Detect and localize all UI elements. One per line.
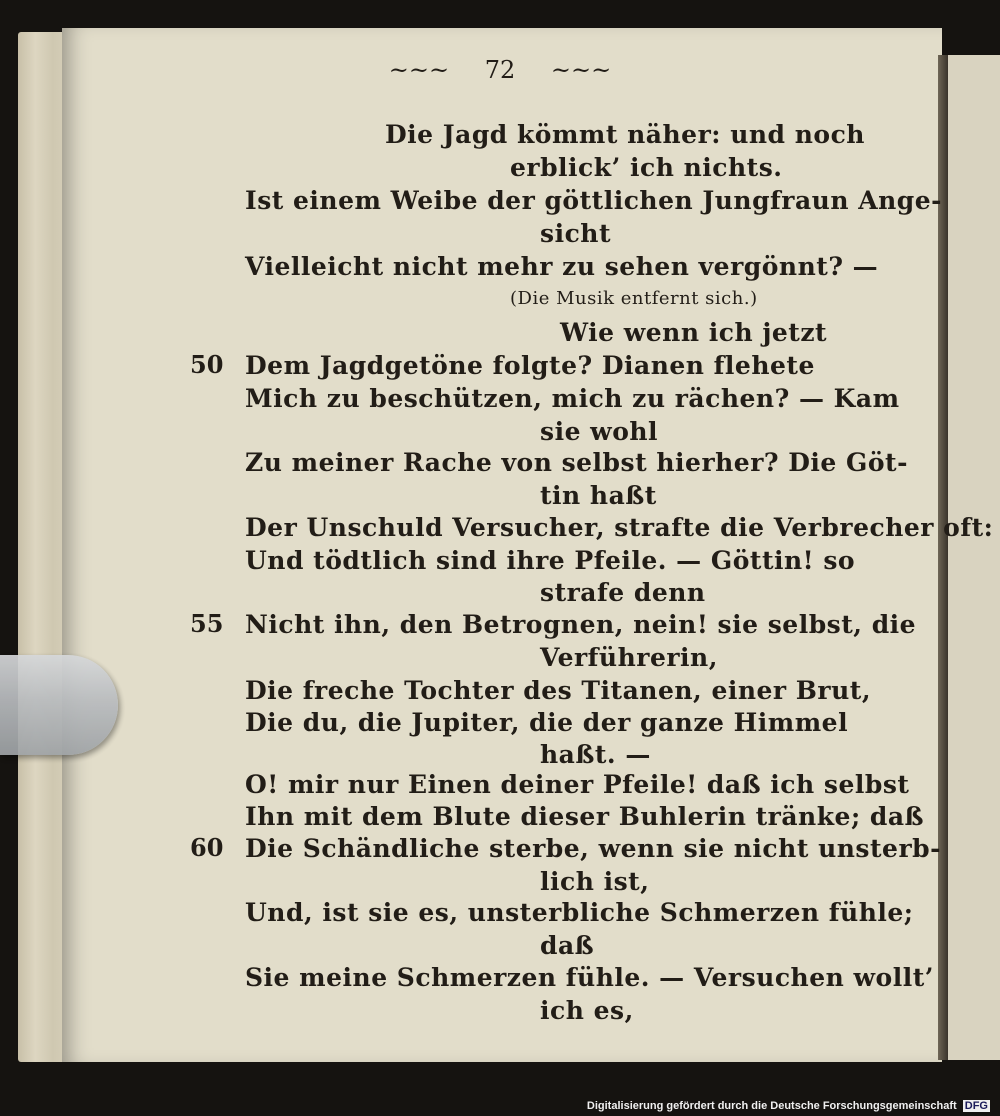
verse-line: tin haßt [540,481,657,510]
verse-line: Die Schändliche sterbe, wenn sie nicht unsterb- [245,834,941,863]
verse-line: erblick’ ich nichts. [510,153,783,182]
line-number: 55 [190,609,224,638]
verse-line: Wie wenn ich jetzt [560,318,828,347]
verse-line: O! mir nur Einen deiner Pfeile! daß ich selbst [245,770,910,799]
verse-line: Nicht ihn, den Betrognen, nein! sie selbst, die [245,610,917,639]
verse-line: haßt. — [540,740,651,769]
verse-line: Ist einem Weibe der göttlichen Jungfraun Ange- [245,186,943,215]
dfg-logo: DFG [964,1100,988,1112]
verse-line: Vielleicht nicht mehr zu sehen vergönnt? — [245,252,879,281]
verse-line: lich ist, [540,867,650,896]
verse-line: Sie meine Schmerzen fühle. — Versuchen wollt’ [245,963,934,992]
header-ornament-right: ~~~ [550,56,612,84]
page-header [0,58,1000,82]
verse-line: daß [540,931,595,960]
verse-line: ich es, [540,996,634,1025]
verse-line: Dem Jagdgetöne folgte? Dianen flehete [245,351,815,380]
digitization-credit [587,1100,990,1112]
verse-line: sie wohl [540,417,659,446]
verse-line: Die du, die Jupiter, die der ganze Himmel [245,708,849,737]
verse-line: Der Unschuld Versucher, strafte die Verbrecher oft: [245,513,994,542]
verse-line: Und, ist sie es, unsterbliche Schmerzen fühle; [245,898,914,927]
line-number: 60 [190,833,224,862]
verse-line: Zu meiner Rache von selbst hierher? Die Göt- [245,448,908,477]
verse-line: Und tödtlich sind ihre Pfeile. — Göttin! so [245,546,856,575]
header-ornament-left: ~~~ [388,56,450,84]
page-number: 72 [484,56,516,84]
verse-line: sicht [540,219,612,248]
verse-line: Die Jagd kömmt näher: und noch [385,120,865,149]
verse-line: Mich zu beschützen, mich zu rächen? — Kam [245,384,900,413]
line-number: 50 [190,350,224,379]
verse-line: Die freche Tochter des Titanen, einer Brut, [245,676,872,705]
verse-line: Verführerin, [540,643,718,672]
stage-direction: (Die Musik entfernt sich.) [510,288,758,309]
credit-text: Digitalisierung gefördert durch die Deutsche Forschungsgemeinschaft [586,1100,957,1112]
verse-line: strafe denn [540,578,706,607]
verse-line: Ihn mit dem Blute dieser Buhlerin tränke; daß [245,802,925,831]
